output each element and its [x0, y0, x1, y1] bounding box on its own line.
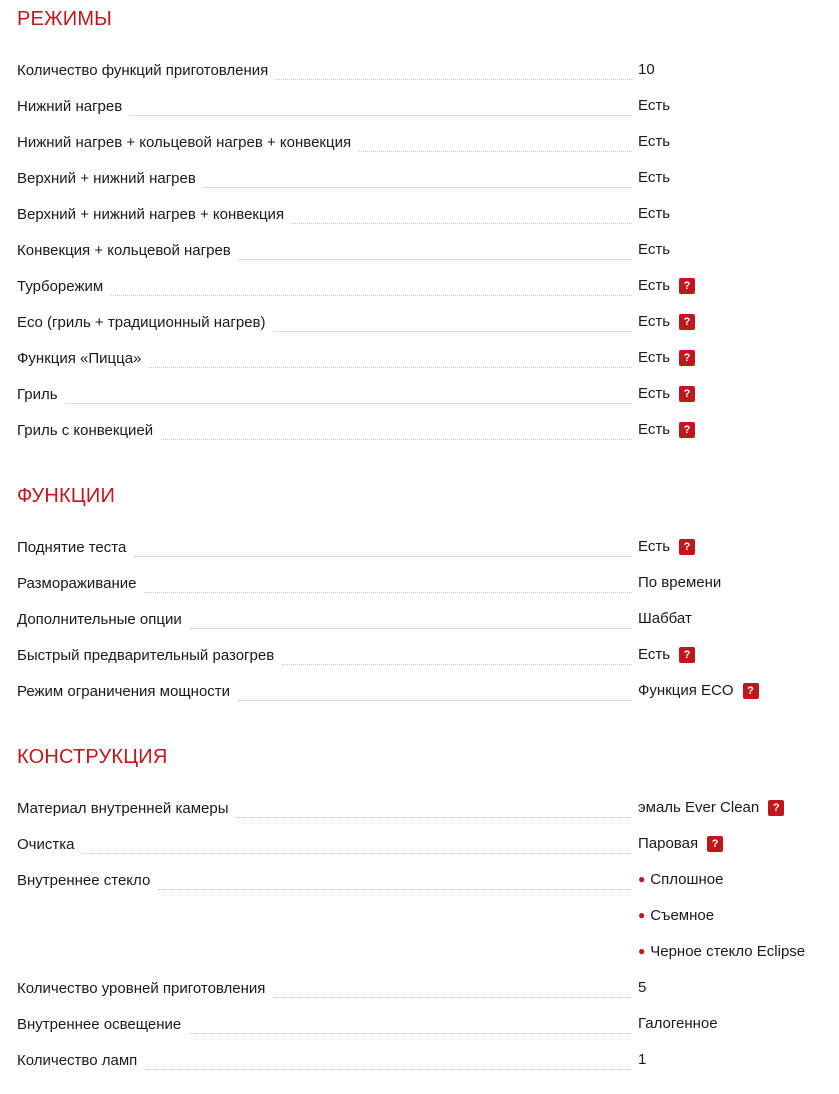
dotted-leader — [274, 331, 632, 332]
spec-value-list-item: Черное стекло Eclipse — [650, 943, 806, 960]
dotted-leader — [145, 1069, 632, 1070]
spec-row — [17, 202, 827, 238]
section-functions — [17, 486, 827, 506]
spec-row — [17, 238, 827, 274]
help-icon[interactable]: ? — [679, 647, 695, 663]
bullet-icon: ● — [638, 908, 646, 922]
dotted-leader — [158, 889, 632, 890]
spec-value: Есть — [638, 421, 671, 438]
spec-value: Есть — [638, 277, 671, 294]
dotted-leader — [359, 151, 632, 152]
spec-label: Режим ограничения мощности — [17, 683, 231, 700]
spec-value: 10 — [638, 61, 655, 78]
spec-row — [17, 418, 827, 454]
dotted-leader — [189, 1033, 632, 1034]
spec-value: Есть — [638, 313, 671, 330]
spec-label: Нижний нагрев — [17, 98, 123, 115]
spec-label: Дополнительные опции — [17, 611, 182, 628]
spec-row — [17, 643, 827, 679]
spec-value: Есть — [638, 241, 671, 258]
spec-row — [17, 346, 827, 382]
dotted-leader — [161, 439, 632, 440]
dotted-leader — [82, 853, 632, 854]
spec-value-list-item: Съемное — [650, 907, 715, 924]
dotted-leader — [134, 556, 632, 557]
spec-label: Внутреннее стекло — [17, 872, 151, 889]
spec-row-continuation — [17, 904, 827, 940]
spec-value: эмаль Ever Clean — [638, 799, 760, 816]
spec-label: Количество функций приготовления — [17, 62, 269, 79]
spec-row — [17, 130, 827, 166]
spec-value: Шаббат — [638, 610, 692, 627]
spec-value: Паровая — [638, 835, 699, 852]
spec-row — [17, 382, 827, 418]
spec-value: Есть — [638, 133, 671, 150]
spec-value: Есть — [638, 97, 671, 114]
spec-row — [17, 607, 827, 643]
spec-row — [17, 1048, 827, 1084]
dotted-leader — [130, 115, 632, 116]
spec-row — [17, 58, 827, 94]
spec-label: Гриль с конвекцией — [17, 422, 154, 439]
spec-value: Есть — [638, 205, 671, 222]
spec-row — [17, 166, 827, 202]
help-icon[interactable]: ? — [679, 278, 695, 294]
dotted-leader — [238, 700, 632, 701]
section-title: РЕЖИМЫ — [17, 8, 113, 30]
section-modes-rows — [17, 58, 827, 454]
spec-value: Есть — [638, 385, 671, 402]
spec-label: Поднятие теста — [17, 539, 127, 556]
dotted-leader — [66, 403, 632, 404]
spec-value: 1 — [638, 1051, 647, 1068]
spec-row — [17, 310, 827, 346]
help-icon[interactable]: ? — [768, 800, 784, 816]
dotted-leader — [239, 259, 632, 260]
help-icon[interactable]: ? — [679, 422, 695, 438]
spec-label: Eco (гриль + традиционный нагрев) — [17, 314, 266, 331]
spec-value: По времени — [638, 574, 722, 591]
spec-label: Функция «Пицца» — [17, 350, 142, 367]
dotted-leader — [282, 664, 632, 665]
help-icon[interactable]: ? — [679, 386, 695, 402]
spec-row — [17, 535, 827, 571]
section-construction-rows — [17, 796, 827, 1084]
section-modes — [17, 9, 827, 29]
spec-label: Количество уровней приготовления — [17, 980, 266, 997]
spec-label: Быстрый предварительный разогрев — [17, 647, 275, 664]
help-icon[interactable]: ? — [743, 683, 759, 699]
spec-label: Турборежим — [17, 278, 104, 295]
spec-row — [17, 868, 827, 904]
help-icon[interactable]: ? — [679, 314, 695, 330]
spec-label: Верхний + нижний нагрев — [17, 170, 196, 187]
spec-label: Очистка — [17, 836, 75, 853]
bullet-icon: ● — [638, 944, 646, 958]
spec-row — [17, 571, 827, 607]
spec-value: Есть — [638, 169, 671, 186]
dotted-leader — [149, 367, 632, 368]
dotted-leader — [111, 295, 632, 296]
spec-row-continuation — [17, 940, 827, 976]
help-icon[interactable]: ? — [679, 350, 695, 366]
section-title: КОНСТРУКЦИЯ — [17, 746, 168, 768]
spec-value: Есть — [638, 349, 671, 366]
section-title: ФУНКЦИИ — [17, 485, 116, 507]
spec-value-list-item: Сплошное — [650, 871, 724, 888]
spec-value: Галогенное — [638, 1015, 718, 1032]
help-icon[interactable]: ? — [679, 539, 695, 555]
spec-row — [17, 976, 827, 1012]
dotted-leader — [292, 223, 632, 224]
spec-label: Нижний нагрев + кольцевой нагрев + конвекция — [17, 134, 352, 151]
spec-value: Есть — [638, 646, 671, 663]
spec-label: Верхний + нижний нагрев + конвекция — [17, 206, 285, 223]
section-construction — [17, 747, 827, 767]
spec-label: Конвекция + кольцевой нагрев — [17, 242, 231, 259]
bullet-icon: ● — [638, 872, 646, 886]
spec-label: Гриль — [17, 386, 58, 403]
spec-value: Функция ECO — [638, 682, 734, 699]
dotted-leader — [204, 187, 632, 188]
spec-row — [17, 1012, 827, 1048]
spec-row — [17, 94, 827, 130]
spec-row — [17, 832, 827, 868]
spec-row — [17, 679, 827, 715]
spec-label: Материал внутренней камеры — [17, 800, 229, 817]
dotted-leader — [276, 79, 632, 80]
dotted-leader — [273, 997, 632, 998]
dotted-leader — [190, 628, 632, 629]
spec-value: 5 — [638, 979, 647, 996]
section-functions-rows — [17, 535, 827, 715]
dotted-leader — [144, 592, 632, 593]
spec-label: Размораживание — [17, 575, 137, 592]
spec-row — [17, 796, 827, 832]
spec-row — [17, 274, 827, 310]
help-icon[interactable]: ? — [707, 836, 723, 852]
spec-label: Внутреннее освещение — [17, 1016, 182, 1033]
spec-label: Количество ламп — [17, 1052, 138, 1069]
spec-value: Есть — [638, 538, 671, 555]
dotted-leader — [236, 817, 632, 818]
